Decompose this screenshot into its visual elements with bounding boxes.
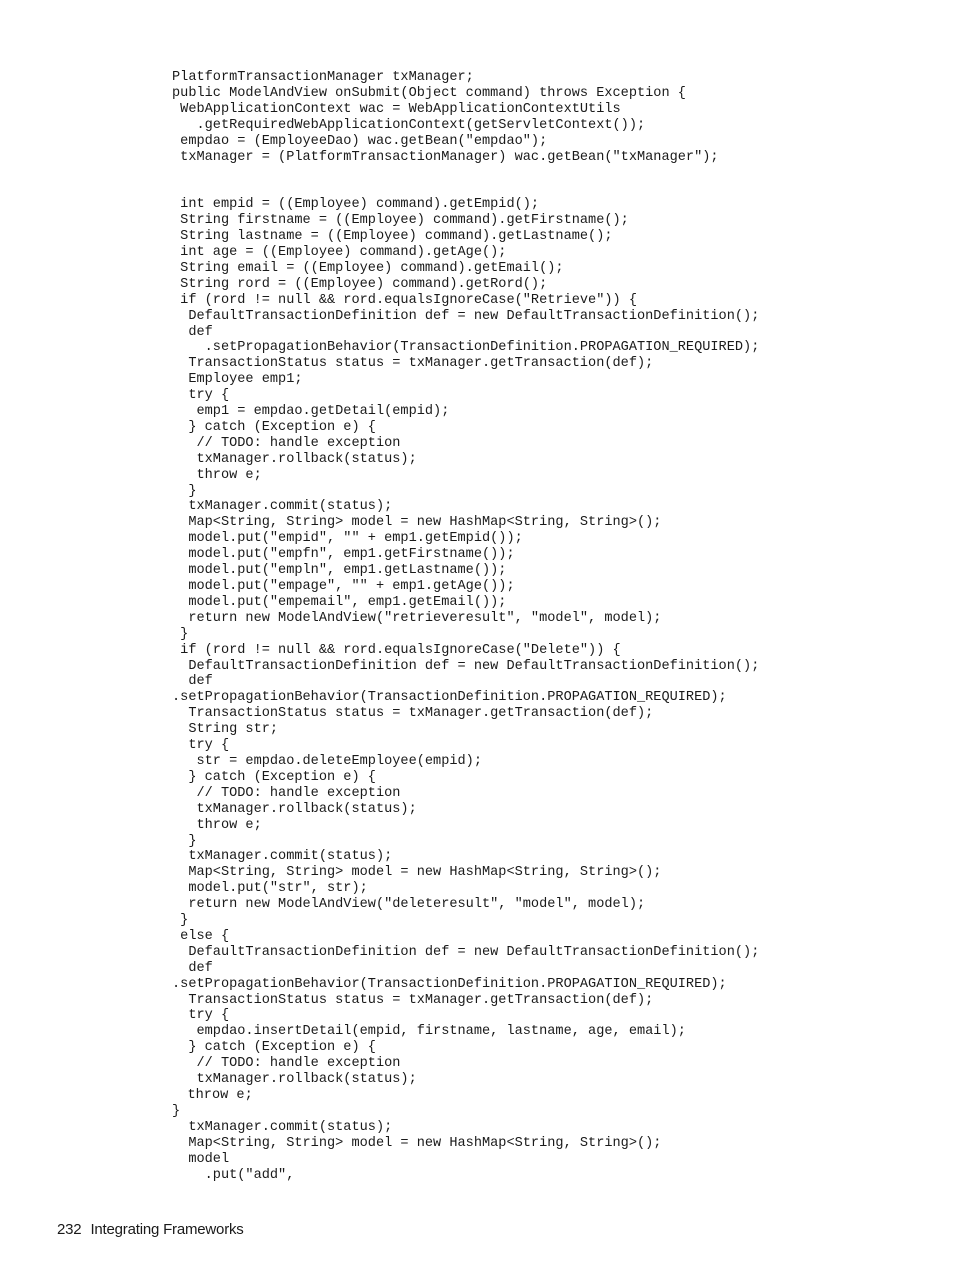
code-line-text: // TODO: handle exception (172, 785, 401, 801)
code-line-text: int empid = ((Employee) command).getEmpid(); (172, 197, 540, 213)
section-title: Integrating Frameworks (90, 1221, 244, 1238)
code-line-text: DefaultTransactionDefinition def = new DefaultTransactionDefinition(); (172, 944, 760, 960)
code-line-text: model (172, 1151, 230, 1167)
code-line-text: // TODO: handle exception (172, 435, 401, 451)
code-line-text: TransactionStatus status = txManager.getTransaction(def); (172, 706, 654, 722)
code-line-text: def (172, 960, 213, 976)
code-line-text: // TODO: handle exception (172, 1056, 401, 1072)
code-line-text: String firstname = ((Employee) command).getFirstname(); (172, 213, 629, 229)
code-line-text: TransactionStatus status = txManager.getTransaction(def); (172, 356, 654, 372)
code-line-text: } catch (Exception e) { (172, 769, 376, 785)
code-line-text: WebApplicationContext wac = WebApplicationContextUtils (172, 101, 621, 117)
code-line-text: model.put("empln", emp1.getLastname()); (172, 563, 507, 579)
page-number: 232 (57, 1221, 82, 1238)
code-line-text: Employee emp1; (172, 372, 303, 388)
page-footer (57, 1221, 244, 1238)
code-line-text: } (172, 483, 197, 499)
code-line-text: throw e; (172, 817, 262, 833)
code-line-text: .getRequiredWebApplicationContext(getServletContext()); (172, 117, 646, 133)
code-line-text: try { (172, 738, 230, 754)
code-line-text: String email = ((Employee) command).getEmail(); (172, 260, 564, 276)
code-line-text: txManager.commit(status); (172, 499, 393, 515)
code-line-text: return new ModelAndView("retrieveresult", "model", model); (172, 610, 662, 626)
code-line-text: else { (172, 928, 230, 944)
code-line-text: String rord = ((Employee) command).getRord(); (172, 276, 548, 292)
code-line-text: } (172, 833, 197, 849)
code-line-text: txManager.rollback(status); (172, 801, 417, 817)
code-line-text: } catch (Exception e) { (172, 1040, 376, 1056)
code-line-text: .put("add", (172, 1167, 295, 1183)
code-line-text: model.put("str", str); (172, 881, 368, 897)
code-line-text: throw e; (163, 1088, 253, 1103)
code-line-text: int age = ((Employee) command).getAge(); (172, 244, 507, 260)
code-line-text: } (172, 1103, 181, 1119)
code-line-text: empdao.insertDetail(empid, firstname, lastname, age, email); (172, 1024, 686, 1040)
code-line-text: } catch (Exception e) { (172, 419, 376, 435)
code-line-text: model.put("empemail", emp1.getEmail()); (172, 594, 507, 610)
code-line-text: model.put("empid", "" + emp1.getEmpid()); (172, 531, 523, 547)
code-line-text: def (172, 674, 213, 690)
code-line-text: TransactionStatus status = txManager.getTransaction(def); (172, 992, 654, 1008)
code-line-text: .setPropagationBehavior(TransactionDefinition.PROPAGATION_REQUIRED); (172, 976, 727, 992)
code-line-text: } (172, 626, 189, 642)
code-line-text: throw e; (172, 467, 262, 483)
code-line-text: txManager.commit(status); (172, 1119, 393, 1135)
code-line-text: try { (172, 1008, 230, 1024)
code-line-text: model.put("empage", "" + emp1.getAge()); (172, 579, 515, 594)
code-line-text: txManager.rollback(status); (172, 1072, 417, 1088)
code-line-text: String str; (172, 722, 279, 738)
code-line-text: return new ModelAndView("deleteresult", "model", model); (172, 897, 646, 913)
code-line-text: .setPropagationBehavior(TransactionDefinition.PROPAGATION_REQUIRED); (172, 340, 760, 356)
code-line-text: Map<String, String> model = new HashMap<String, String>(); (172, 515, 662, 531)
code-line-text: emp1 = empdao.getDetail(empid); (172, 404, 450, 420)
code-line-text: public ModelAndView onSubmit(Object command) throws Exception { (172, 85, 686, 101)
code-line-text: txManager.rollback(status); (172, 451, 417, 467)
code-line-text: if (rord != null && rord.equalsIgnoreCase("Retrieve")) { (172, 292, 637, 308)
code-line-text: .setPropagationBehavior(TransactionDefinition.PROPAGATION_REQUIRED); (172, 690, 727, 706)
code-line-text: txManager = (PlatformTransactionManager) wac.getBean("txManager"); (172, 149, 719, 165)
code-line-text: Map<String, String> model = new HashMap<String, String>(); (172, 1135, 662, 1151)
code-line-text: if (rord != null && rord.equalsIgnoreCase("Delete")) { (172, 642, 621, 658)
code-line-text: Map<String, String> model = new HashMap<String, String>(); (172, 865, 662, 881)
code-line-text: try { (172, 388, 230, 404)
code-line-text: def (172, 324, 213, 340)
code-line-text: DefaultTransactionDefinition def = new DefaultTransactionDefinition(); (172, 308, 760, 324)
code-line-text: empdao = (EmployeeDao) wac.getBean("empdao"); (172, 133, 548, 149)
code-line-text: String lastname = ((Employee) command).getLastname(); (172, 229, 613, 245)
code-line-text: PlatformTransactionManager txManager; (172, 70, 474, 85)
code-line-text: txManager.commit(status); (172, 849, 393, 865)
code-line-text: } (172, 913, 189, 929)
code-line-text: model.put("empfn", emp1.getFirstname()); (172, 547, 515, 563)
code-line-text: DefaultTransactionDefinition def = new DefaultTransactionDefinition(); (172, 658, 760, 674)
code-line-text: str = empdao.deleteEmployee(empid); (172, 753, 482, 769)
